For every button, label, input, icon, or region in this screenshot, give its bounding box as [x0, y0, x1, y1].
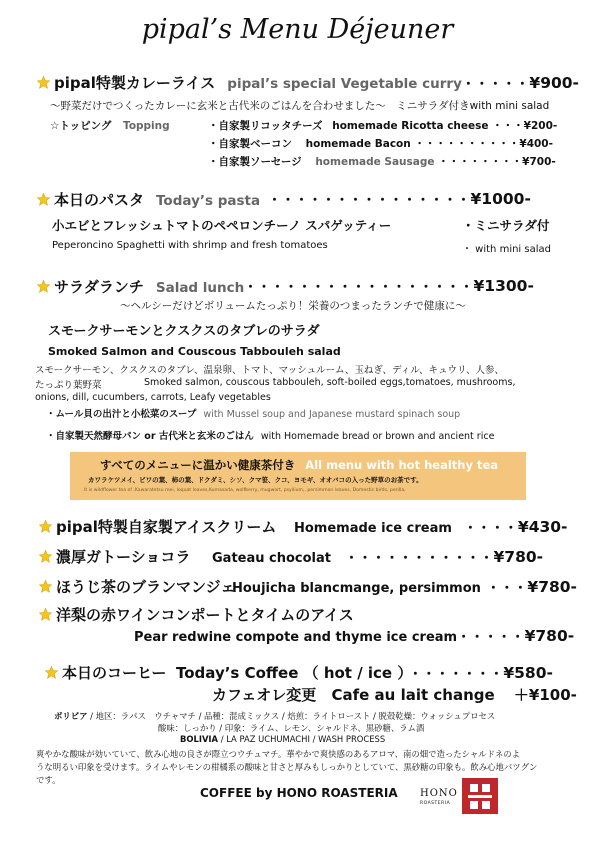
dessert-dots: ・・・・・	[457, 630, 525, 645]
coffee-header	[44, 662, 166, 683]
coffee-en: Today’s Coffee （ hot / ice ）	[176, 664, 405, 682]
curry-description: 〜野菜だけでつくったカレーに玄米と古代米のごはんを合わせました〜 ミニサラダ付きwith mini salad	[50, 100, 550, 112]
pasta-header	[36, 189, 260, 210]
curry-name-en: pipal’s special Vegetable curry	[227, 76, 462, 92]
salad-bread	[46, 428, 494, 442]
page-title: pipal’s Menu Déjeuner	[141, 14, 454, 45]
star-icon	[38, 579, 53, 594]
coffee-origin-detail: / 地区：ラパス ウチャマチ / 品種：混成ミックス / 焙煎：ライトロースト / 脱殻乾燥：ウォッシュプロセス	[90, 711, 496, 721]
coffee-note-1: 爽やかな酸味が効いていて、飲み心地の良さが際立つウチュマチ。華やかで爽快感のあるアロマ、南の畑で造ったシャルドネのよ	[36, 749, 520, 759]
dessert-en: Homemade ice cream	[294, 521, 452, 536]
topping-price: ¥700-	[522, 156, 556, 168]
topping-price: ¥400-	[519, 138, 553, 150]
dessert-item	[38, 576, 235, 597]
coffee-price: ¥580-	[503, 664, 553, 682]
topping-en: homemade Bacon	[305, 138, 411, 150]
dessert-price: ¥780-	[493, 548, 544, 566]
curry-dots: ・・・・・	[461, 77, 530, 92]
roaster-credit: COFFEE by HONO ROASTERIA	[200, 786, 398, 800]
dessert-en: Pear redwine compote and thyme ice cream	[134, 630, 458, 645]
pasta-price-line	[268, 189, 531, 208]
dessert-dots: ・・・・・・・・・・・	[345, 551, 494, 566]
topping-item	[208, 154, 556, 169]
salad-ingredients-jp2: たっぷり葉野菜	[35, 380, 102, 391]
tea-main-jp: すべてのメニューに温かい健康茶付き	[100, 458, 296, 472]
star-icon	[38, 519, 53, 534]
roaster-logo-sub: ROASTERIA	[420, 801, 451, 806]
topping-jp: ・自家製ソーセージ	[208, 156, 302, 168]
topping-label-jp: ☆トッピング	[50, 120, 112, 132]
salad-dots: ・・・・・・・・・・・・・・・・・	[244, 280, 474, 295]
roaster-logo-text: HONO	[420, 788, 458, 799]
salad-name-jp: サラダランチ	[54, 278, 144, 296]
star-icon	[44, 665, 59, 680]
dessert-price: ¥780-	[524, 627, 575, 645]
coffee-origin-jp: ボリビア	[54, 711, 88, 721]
pasta-dish-en: Peperoncino Spaghetti with shrimp and fresh tomatoes	[52, 240, 328, 251]
dessert-dots: ・・・	[486, 581, 528, 596]
salad-dish-jp: スモークサーモンとクスクスのタブレのサラダ	[48, 324, 320, 339]
pasta-name-jp: 本日のパスタ	[54, 191, 145, 209]
salad-ingredients-jp: スモークサーモン、クスクスのタブレ、温泉卵、トマト、マッシュルーム、玉ねぎ、ディル、キュウリ、人参、	[35, 365, 505, 376]
coffee-info-3	[180, 734, 385, 744]
topping-jp: ・自家製ベーコン	[208, 138, 292, 150]
curry-name-jp: pipal特製カレーライス	[54, 74, 216, 92]
dessert-item	[38, 546, 190, 567]
pasta-side-jp: ・ミニサラダ付	[462, 218, 550, 233]
coffee-en-line	[176, 662, 553, 683]
tea-main	[100, 457, 498, 473]
dessert-dots: ・・・・	[463, 521, 518, 536]
topping-label	[50, 118, 170, 133]
pasta-price: ¥1000-	[470, 190, 531, 208]
tea-line-en: It is wildflower tea of ,Kawaratetsu mei, loquat leaves,Kumasada, wolfberry, mugwort, psyllium,, persimmon leaves, Domestic birds, perilla,	[84, 488, 406, 493]
curry-header	[36, 72, 579, 93]
dessert-en: Gateau chocolat	[212, 551, 331, 566]
coffee-info-2: 酸味：しっかり / 印象：ライム、レモン、シャルドネ、黒砂糖、ラム酒	[158, 723, 425, 733]
pasta-name-en: Today’s pasta	[156, 193, 261, 209]
dessert-jp: ほうじ茶のブランマンジェ	[56, 578, 236, 596]
dessert-price: ¥430-	[517, 518, 568, 536]
cafe-au-lait-line	[212, 684, 577, 705]
salad-name-en: Salad lunch	[155, 280, 245, 296]
dessert-en-line	[232, 577, 577, 596]
salad-bread-en: with Homemade bread or brown and ancient rice	[260, 431, 495, 442]
pasta-dish-jp: 小エビとフレッシュトマトのペペロンチーノ スパゲッティー	[52, 218, 392, 233]
tea-main-en: All menu with hot healthy tea	[305, 458, 499, 472]
topping-en: homemade Sausage	[315, 156, 435, 168]
star-icon	[38, 607, 53, 622]
salad-ingredients-en2: onions, dill, cucumbers, carrots, Leafy vegetables	[35, 392, 271, 403]
topping-price: ¥200-	[523, 120, 558, 132]
salad-soup-jp: ・ムール貝の出汁と小松菜のスープ	[46, 409, 197, 420]
dessert-item	[38, 516, 276, 537]
topping-item	[208, 118, 557, 133]
star-icon	[36, 192, 51, 207]
dessert-price: ¥780-	[527, 578, 577, 596]
pasta-side-en: ・ with mini salad	[462, 244, 551, 255]
coffee-note-2: うな明るい印象を受けます。ライムやレモンの柑橘系の酸味と甘さと厚みもしっかりとしていて、黒砂糖の印象も。飲み心地バツグン	[36, 762, 538, 772]
dessert-en: Houjicha blancmange, persimmon	[232, 581, 481, 596]
healthy-tea-banner	[70, 452, 526, 500]
dessert-jp: pipal特製自家製アイスクリーム	[56, 518, 277, 536]
tea-line-jp: カワラケツメイ、ビワの葉、柿の葉、ドクダミ、シソ、クマ笹、クコ、ヨモギ、オオバコの入った野草のお茶です。	[88, 476, 423, 484]
salad-description: 〜ヘルシーだけどボリュームたっぷり！栄養のつまったランチで健康に〜	[120, 300, 466, 312]
topping-dots: ・・・・・・・・	[438, 156, 523, 168]
dessert-jp: 濃厚ガトーショコラ	[56, 548, 191, 566]
dessert-item	[38, 604, 354, 625]
star-icon	[36, 279, 51, 294]
topping-dots: ・・・	[492, 120, 524, 132]
dessert-en-line	[134, 626, 574, 645]
salad-bread-jp: ・自家製天然酵母パン or 古代米と玄米のごはん	[46, 431, 254, 442]
salad-soup	[46, 406, 460, 420]
coffee-origin-en-detail: / LA PAZ UCHUMACHI / WASH PROCESS	[220, 734, 386, 744]
topping-jp: ・自家製リコッタチーズ	[208, 120, 323, 132]
topping-dots: ・・・・・・・・・・	[414, 138, 520, 150]
coffee-origin-en: BOLIVIA	[180, 734, 219, 744]
coffee-dots: ・・・・・・・	[408, 667, 504, 682]
curry-price: ¥900-	[529, 74, 579, 92]
pasta-dots: ・・・・・・・・・・・・・・・	[268, 193, 471, 208]
salad-soup-en: with Mussel soup and Japanese mustard spinach soup	[203, 409, 461, 420]
dessert-jp: 洋梨の赤ワインコンポートとタイムのアイス	[56, 606, 354, 624]
salad-ingredients-en: Smoked salmon, couscous tabbouleh, soft-boiled eggs,tomatoes, mushrooms,	[144, 377, 516, 388]
salad-price-line	[244, 276, 534, 295]
coffee-jp: 本日のコーヒー	[62, 664, 167, 682]
cafe-au-lait-jp: カフェオレ変更	[212, 686, 317, 704]
dessert-en-line	[212, 547, 543, 566]
topping-item	[208, 136, 553, 151]
coffee-info-1	[54, 710, 495, 722]
salad-dish-en: Smoked Salmon and Couscous Tabbouleh salad	[48, 345, 341, 358]
dessert-en-line	[294, 517, 568, 536]
cafe-au-lait-en: Cafe au lait change	[331, 686, 495, 704]
star-icon	[38, 549, 53, 564]
star-icon	[36, 75, 51, 90]
salad-header	[36, 276, 244, 297]
topping-en: homemade Ricotta cheese	[332, 120, 489, 132]
flame-grid-icon	[462, 778, 498, 814]
cafe-au-lait-price: ＋¥100-	[513, 686, 577, 704]
salad-price: ¥1300-	[473, 277, 534, 295]
roaster-logo-icon	[462, 778, 498, 814]
coffee-note-3: です。	[36, 775, 61, 785]
topping-label-en: Topping	[123, 120, 170, 132]
